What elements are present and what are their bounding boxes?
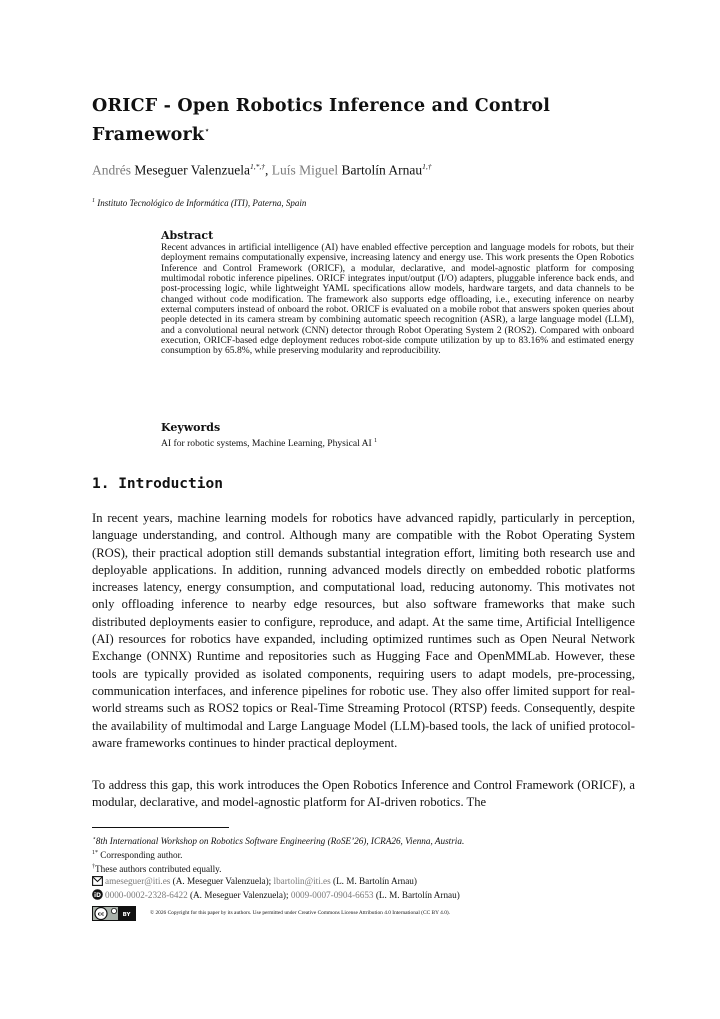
- author-list: [92, 162, 431, 179]
- keywords-heading: Keywords: [161, 421, 221, 434]
- venue-mark: ⋆: [92, 836, 96, 842]
- keywords-text: [161, 435, 634, 450]
- orcid-owner-2: (L. M. Bartolín Arnau): [373, 890, 460, 901]
- orcid-icon: [92, 889, 103, 903]
- title-text: ORICF - Open Robotics Inference and Control Framework: [92, 96, 551, 145]
- author-2-marks: 1,†: [422, 162, 432, 171]
- author-1-marks: 1,*,†: [249, 162, 265, 171]
- equal-text: These authors contributed equally.: [95, 864, 222, 875]
- affiliation-text: Instituto Tecnológico de Informática (ITI), Paterna, Spain: [97, 198, 307, 208]
- author-2-given-name: Luís Miguel: [271, 162, 339, 178]
- section-heading: [92, 476, 223, 492]
- venue-text: 8th International Workshop on Robotics Software Engineering (RoSE’26), ICRA26, Vienna, Austria.: [95, 836, 465, 847]
- license-bar: [92, 906, 635, 924]
- keywords-list: AI for robotic systems, Machine Learning, Physical AI: [161, 438, 372, 450]
- corresponding-text: Corresponding author.: [100, 850, 183, 861]
- license-text: © 2026 Copyright for this paper by its authors. Use permitted under Creative Commons License Attribution 4.0 International (CC BY 4.0).: [150, 910, 451, 916]
- author-1-family-name: Meseguer Valenzuela: [134, 162, 250, 178]
- keywords-block: [161, 421, 634, 450]
- orcid-link-2[interactable]: 0009-0007-0904-6653: [290, 890, 374, 901]
- email-link-1[interactable]: ameseguer@iti.es: [105, 876, 171, 887]
- abstract-block: [161, 229, 634, 357]
- body-paragraph-2: To address this gap, this work introduces the Open Robotics Inference and Control Framework (ORICF), a modular, declarative, and model-agnostic platform for AI-driven robotics. The: [92, 778, 635, 810]
- orcid-link-1[interactable]: 0000-0002-2328-6422: [105, 890, 188, 901]
- badge-by-text: BY: [122, 912, 131, 918]
- footnote-corresponding: [92, 847, 635, 861]
- email-owner-2: (L. M. Bartolín Arnau): [330, 876, 417, 887]
- envelope-icon: [92, 876, 103, 889]
- paper-title: [92, 94, 632, 148]
- section-number: 1.: [92, 476, 110, 492]
- footnotes: [92, 833, 635, 903]
- footnote-equal-contribution: [92, 861, 635, 875]
- section-title: Introduction: [118, 476, 223, 492]
- footnote-divider: [92, 827, 229, 828]
- affiliation: [92, 198, 306, 208]
- email-owner-1: (A. Meseguer Valenzuela);: [170, 876, 274, 887]
- email-link-2[interactable]: lbartolin@iti.es: [273, 876, 331, 887]
- badge-cc-text: cc: [97, 911, 105, 918]
- abstract-heading: Abstract: [161, 229, 214, 242]
- footnote-venue: [92, 833, 635, 847]
- affiliation-mark: 1: [92, 198, 95, 204]
- svg-text:iD: iD: [93, 891, 102, 899]
- equal-mark: †: [92, 864, 95, 871]
- footnote-emails: [92, 875, 635, 889]
- footnote-orcids: [92, 889, 635, 903]
- title-footnote-mark: ⋆: [204, 126, 211, 136]
- corresponding-mark: 1*: [92, 850, 98, 857]
- keywords-footnote-mark: 1: [374, 438, 378, 444]
- author-2-family-name: Bartolín Arnau: [341, 162, 423, 178]
- author-separator: ,: [264, 162, 272, 178]
- cc-by-icon[interactable]: [92, 906, 136, 921]
- abstract-text: Recent advances in artificial intelligence (AI) have enabled effective perception and language models for robots, but their deployment remains computationally expensive, increasing latency and energy use. This work presents the Open Robotics Inference and Control Framework (ORICF), a modular, declarative, and model-agnostic platform for composing multimodal robotic inference pipelines. ORICF integrates input/output (I/O) adapters, pluggable inference back ends, and post-processing logic, while lightweight YAML specifications allow models, hardware targets, and data channels to be changed without code modification. The framework also supports edge offloading, i.e., executing inference on nearby external computers instead of onboard the robot. ORICF is evaluated on a mobile robot that answers spoken queries about people detected in its camera stream by combining automatic speech recognition (ASR), a large language model (LLM), and a convolutional neural network (CNN) detector through Robot Operating System 2 (ROS2). Compared with onboard execution, ORICF-based edge deployment reduces robot-side compute utilization by up to 83.16% and estimated energy consumption by 65.8%, while preserving modularity and reproducibility.: [161, 242, 634, 357]
- body-paragraph-1: In recent years, machine learning models for robotics have advanced rapidly, particularly in perception, language understanding, and control. Although many are compatible with the Robot Operating System (ROS), their practical adoption still demands substantial integration effort, limiting both research use and deployable applications. In addition, running advanced models directly on embedded robotic platforms increases latency, energy consumption, and computational load, reducing autonomy. This motivates not only offloading inference to nearby edge resources, but also software frameworks that make such distributed deployments easier to configure, reproduce, and adapt. At the same time, Artificial Intelligence (AI) resources for robotics have expanded, including optimized runtimes such as Open Neural Network Exchange (ONNX) Runtime and repositories such as Hugging Face and OpenMMLab. However, these tools are typically provided as isolated components, requiring users to adapt models, pre-processing, communication interfaces, and inference pipelines for robotic use. They also offer limited support for real-world streams such as ROS2 topics or Real-Time Streaming Protocol (RTSP) feeds. Consequently, despite the availability of multimodal and Large Language Model (LLM)-based tools, the lack of unified protocol-aware frameworks continues to hinder practical deployment.: [92, 511, 635, 750]
- author-1-given-name: Andrés: [92, 162, 131, 178]
- orcid-owner-1: (A. Meseguer Valenzuela);: [187, 890, 291, 901]
